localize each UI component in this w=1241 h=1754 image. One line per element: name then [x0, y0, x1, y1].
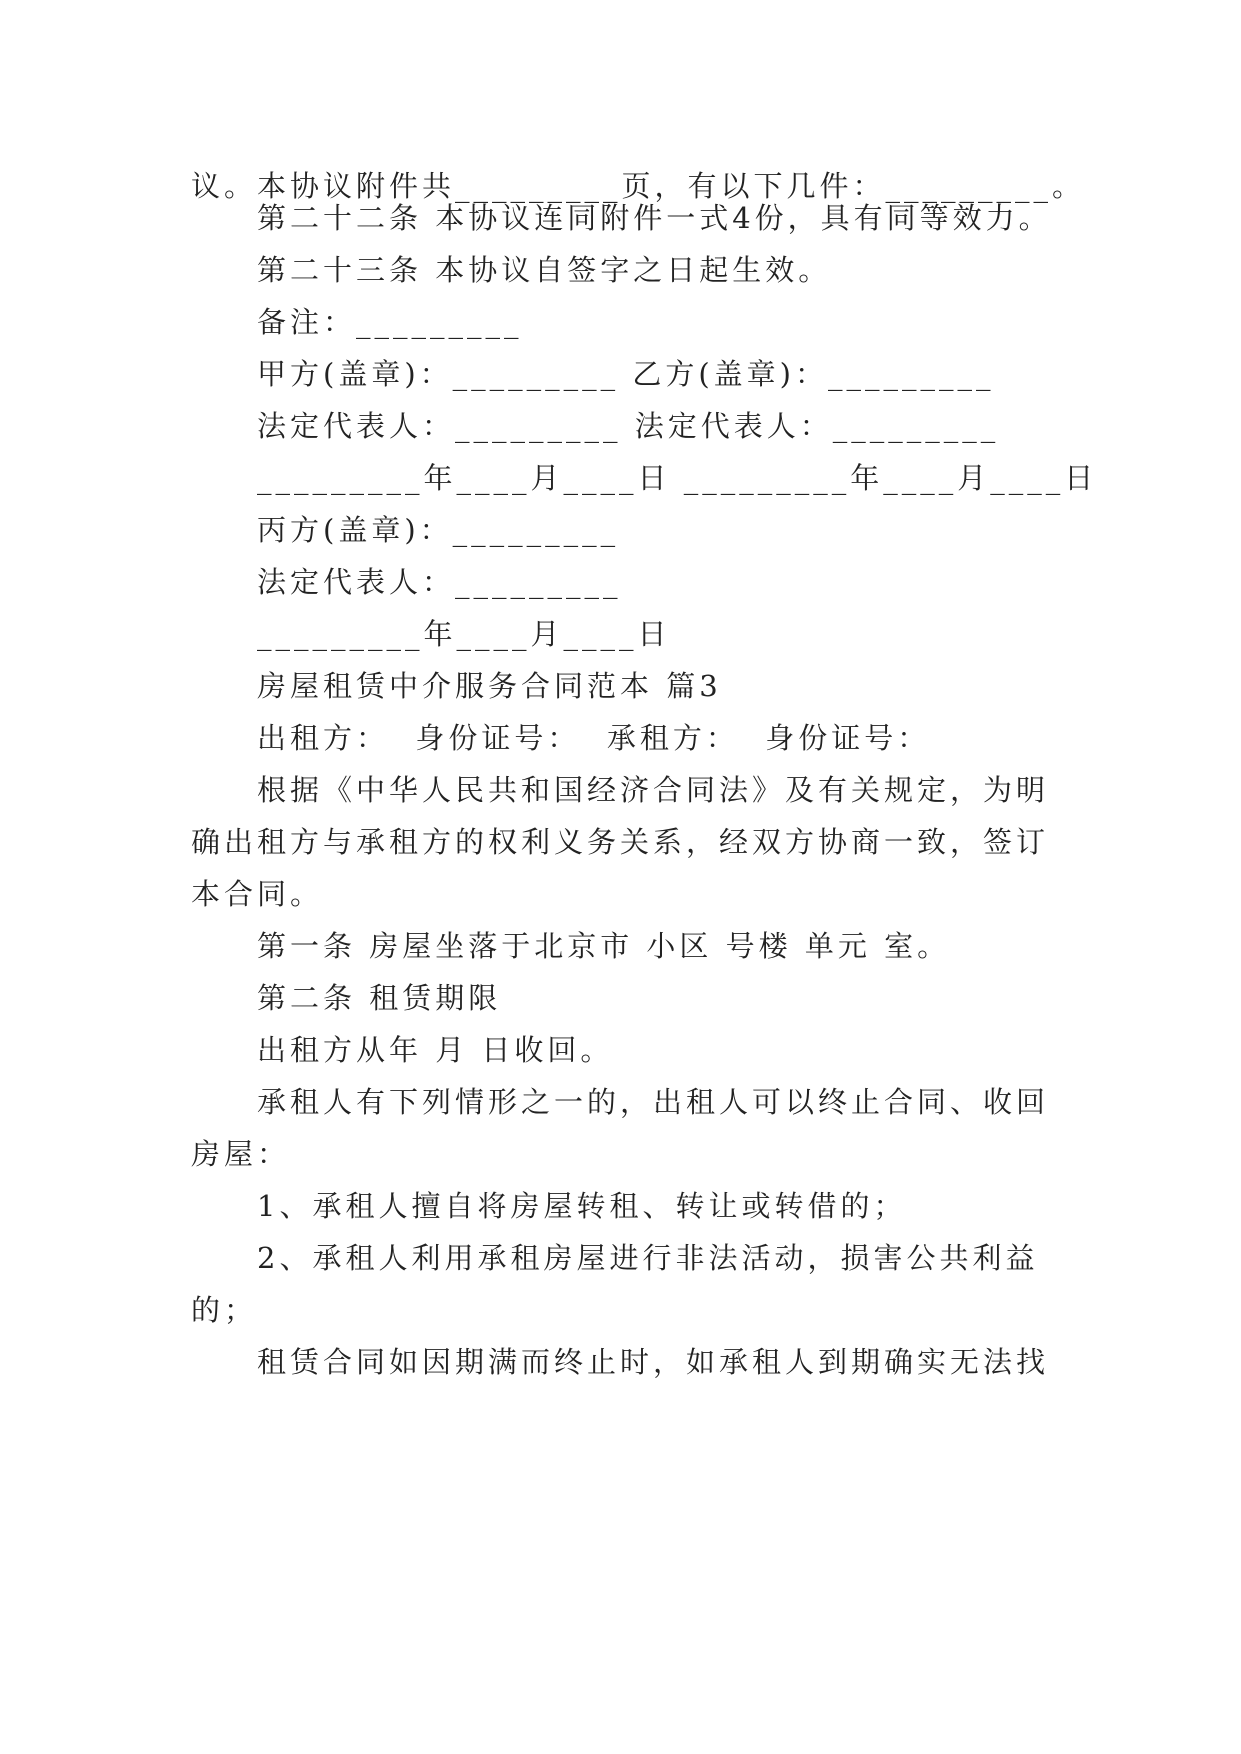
text-line-20: 房屋：	[191, 1137, 291, 1171]
text-line-12: 出租方： 身份证号： 承租方： 身份证号：	[257, 721, 931, 755]
text-line-5: 甲方(盖章)：_________ 乙方(盖章)：_________	[257, 357, 995, 391]
text-line-10: _________年____月____日	[257, 617, 671, 651]
text-line-18: 出租方从年 月 日收回。	[257, 1033, 614, 1067]
text-line-6: 法定代表人：_________ 法定代表人：_________	[257, 409, 1000, 443]
text-line-24: 租赁合同如因期满而终止时，如承租人到期确实无法找	[257, 1345, 1050, 1379]
text-line-22: 2、承租人利用承租房屋进行非法活动，损害公共利益	[257, 1241, 1039, 1275]
text-line-15: 本合同。	[191, 877, 324, 911]
text-line-7: _________年____月____日 _________年____月____日	[257, 461, 1098, 495]
text-line-3: 第二十三条 本协议自签字之日起生效。	[257, 253, 832, 287]
text-line-17: 第二条 租赁期限	[257, 981, 502, 1015]
text-line-23: 的；	[191, 1293, 258, 1327]
section-heading: 房屋租赁中介服务合同范本 篇3	[257, 669, 722, 703]
text-line-4: 备注：_________	[257, 305, 523, 339]
text-line-8: 丙方(盖章)：_________	[257, 513, 620, 547]
text-line-13: 根据《中华人民共和国经济合同法》及有关规定，为明	[257, 773, 1050, 807]
text-line-2: 第二十二条 本协议连同附件一式4份，具有同等效力。	[257, 201, 1052, 235]
text-line-21: 1、承租人擅自将房屋转租、转让或转借的；	[257, 1189, 907, 1223]
text-line-9: 法定代表人：_________	[257, 565, 622, 599]
text-line-14: 确出租方与承租方的权利义务关系，经双方协商一致，签订	[191, 825, 1050, 859]
text-line-16: 第一条 房屋坐落于北京市 小区 号楼 单元 室。	[257, 929, 951, 963]
text-line-1: 议。本协议附件共_________页，有以下几件：_________。	[191, 169, 1086, 203]
text-line-19: 承租人有下列情形之一的，出租人可以终止合同、收回	[257, 1085, 1050, 1119]
